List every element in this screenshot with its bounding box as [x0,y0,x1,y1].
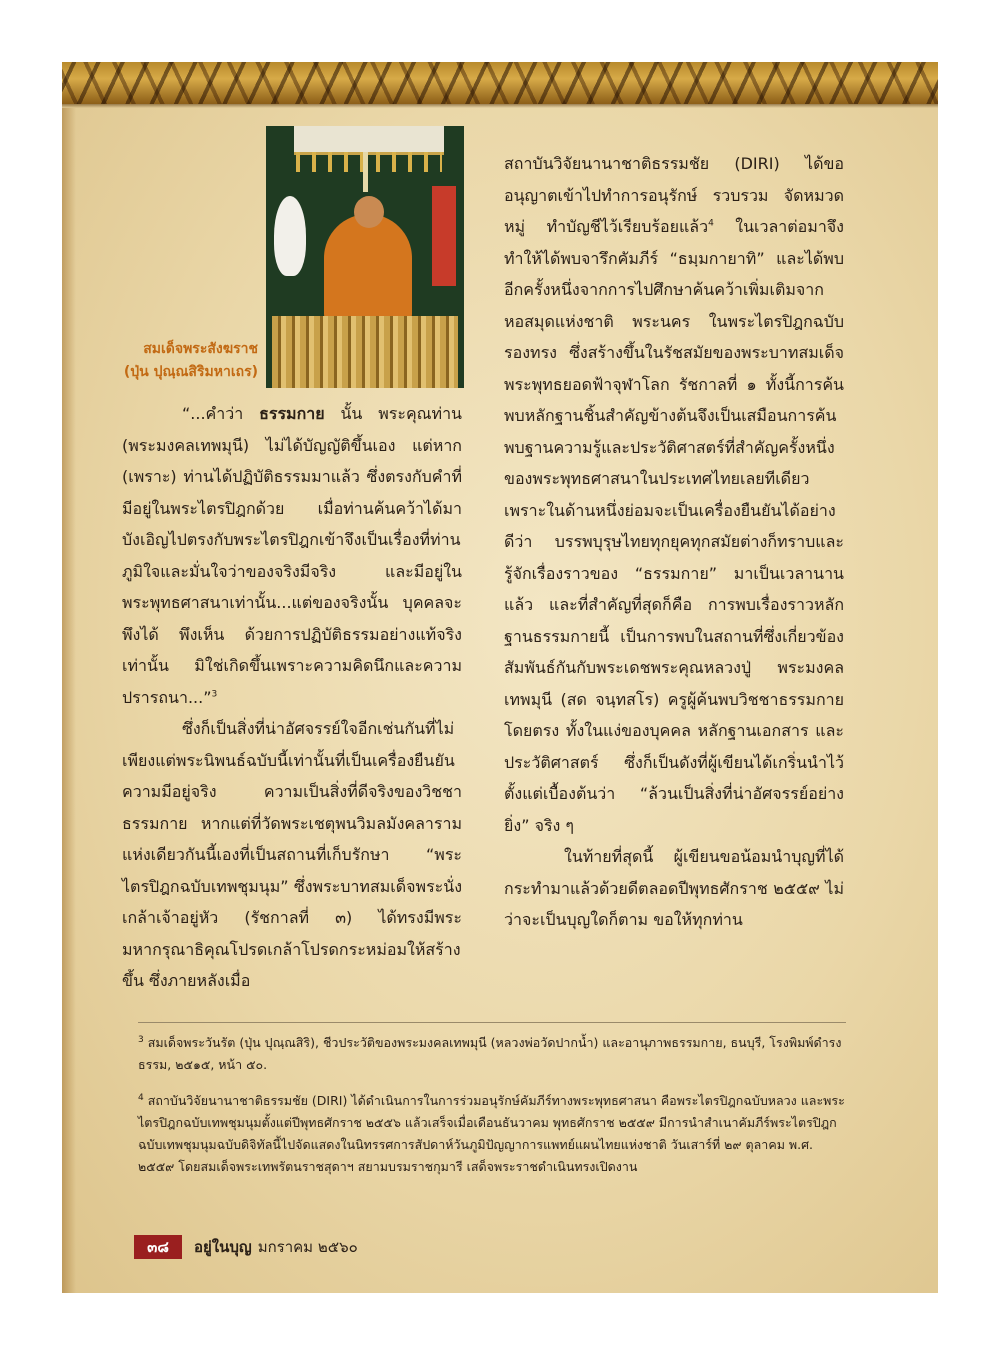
paragraph [504,148,844,841]
footer-issue [194,1235,358,1259]
photo-monk-robe [324,214,412,324]
photo-throne [272,316,458,388]
magazine-name: อยู่ในบุญ [194,1238,252,1256]
photo-canopy [294,126,444,155]
footnote-3 [138,1032,850,1076]
monk-photo [266,126,464,388]
footnote-text: สถาบันวิจัยนานาชาติธรรมชัย (DIRI) ได้ดำเนินการในการร่วมอนุรักษ์คัมภีร์ทางพระพุทธศาสนา คือพระไตรปิฎกฉบับหลวง และพระไตรปิฎกฉบับเทพชุมนุมตั้งแต่ปีพุทธศักราช ๒๕๕๖ แล้วเสร็จเมื่อเดือนธันวาคม พุทธศักราช ๒๕๕๙ มีการนำสำเนาคัมภีร์พระไตรปิฎกฉบับเทพชุมนุมฉบับดิจิทัลนี้ไปจัดแสดงในนิทรรศการสัปดาห์วันภูมิปัญญาการแพทย์แผนไทยแห่งชาติ วันเสาร์ที่ ๒๙ ตุลาคม พ.ศ. ๒๕๕๙ โดยสมเด็จพระเทพรัตนราชสุดาฯ สยามบรมราชกุมารี เสด็จพระราชดำเนินทรงเปิดงาน [138,1093,845,1174]
paragraph-text: ในเวลาต่อมาจึงทำให้ได้พบจารึกคัมภีร์ “ธมฺมกายาทิ” และได้พบอีกครั้งหนึ่งจากการไปศึกษาค้นคว้าเพิ่มเติมจากหอสมุดแห่งชาติ พระนคร ในพระไตรปิฎกฉบับรองทรง ซึ่งสร้างขึ้นในรัชสมัยของพระบาทสมเด็จพระพุทธยอดฟ้าจุฬาโลก รัชกาลที่ ๑ ทั้งนี้การค้นพบหลักฐานชิ้นสำคัญข้างต้นจึงเป็นเสมือนการค้นพบฐานความรู้และประวัติศาสตร์ที่สำคัญครั้งหนึ่งของพระพุทธศาสนาในประเทศไทยเลยทีเดียว เพราะในด้านหนึ่งย่อมจะเป็นเครื่องยืนยันได้อย่างดีว่า บรรพบุรุษไทยทุกยุคทุกสมัยต่างก็ทราบและรู้จักเรื่องราวของ “ธรรมกาย” มาเป็นเวลานานแล้ว และที่สำคัญที่สุดก็คือ การพบเรื่องราวหลักฐานธรรมกายนี้ เป็นการพบในสถานที่ซึ่งเกี่ยวข้องสัมพันธ์กันกับพระเดชพระคุณหลวงปู่ พระมงคลเทพมุนี (สด จนฺทสโร) ครูผู้ค้นพบวิชชาธรรมกายโดยตรง ทั้งในแง่ของบุคคล หลักฐานเอกสาร และประวัติศาสตร์ ซึ่งก็เป็นดังที่ผู้เขียนได้เกริ่นนำไว้ตั้งแต่เบื้องต้นว่า “ล้วนเป็นสิ่งที่น่าอัศจรรย์อย่างยิ่ง” จริง ๆ [504,217,844,835]
photo-monk-head [354,196,384,228]
photo-tassels [296,152,442,172]
footnote-4 [138,1090,850,1178]
footnote-divider [138,1022,846,1023]
ornamental-header-band [62,62,938,104]
footnote-text: สมเด็จพระวันรัต (ปุ่น ปุณฺณสิริ), ชีวประวัติของพระมงคลเทพมุนี (หลวงพ่อวัดปากน้ำ) และอานุภาพธรรมกาย, ธนบุรี, โรงพิมพ์ดำรงธรรม, ๒๕๑๕, หน้า ๕๐. [138,1035,842,1072]
photo-banner [432,186,456,286]
term-dhammakaya: ธรรมกาย [259,404,325,423]
paragraph-text: สถาบันวิจัยนานาชาติธรรมชัย (DIRI) ได้ขออนุญาตเข้าไปทำการอนุรักษ์ รวบรวม จัดหมวดหมู่ ทำบัญชีไว้เรียบร้อยแล้ว [504,154,844,236]
photo-caption [108,338,258,384]
paragraph [122,398,462,713]
page-number: ๓๘ [134,1235,182,1259]
quote-open: “...คำว่า [182,404,260,423]
footnote-number: 4 [138,1092,144,1103]
footnote-number: 3 [138,1034,144,1045]
caption-line-1: สมเด็จพระสังฆราช [143,341,258,357]
paragraph: ในท้ายที่สุดนี้ ผู้เขียนขอน้อมนำบุญที่ได้กระทำมาแล้วด้วยดีตลอดปีพุทธศักราช ๒๕๕๙ ไม่ว่าจะเป็นบุญใดก็ตาม ขอให้ทุกท่าน [504,847,844,929]
paragraph: ซึ่งก็เป็นสิ่งที่น่าอัศจรรย์ใจอีกเช่นกันที่ไม่เพียงแต่พระนิพนธ์ฉบับนี้เท่านั้นที่เป็นเครื่องยืนยันความมีอยู่จริง ความเป็นสิ่งที่ดีจริงของวิชชาธรรมกาย หากแต่ที่วัดพระเชตุพนวิมลมังคลารามแห่งเดียวกันนี้เองที่เป็นสถานที่เก็บรักษา “พระไตรปิฎกฉบับเทพชุมนุม” ซึ่งพระบาทสมเด็จพระนั่งเกล้าเจ้าอยู่หัว (รัชกาลที่ ๓) ได้ทรงมีพระมหากรุณาธิคุณโปรดเกล้าโปรดกระหม่อมให้สร้างขึ้น ซึ่งภายหลังเมื่อ [122,719,462,990]
header-band-shadow [62,104,938,108]
quote-text: นั้น พระคุณท่าน (พระมงคลเทพมุนี) ไม่ได้บัญญัติขึ้นเอง แต่หาก (เพราะ) ท่านได้ปฏิบัติธรรมมาแล้ว ซึ่งตรงกับคำที่มีอยู่ในพระไตรปิฎกด้วย เมื่อท่านค้นคว้าได้มาบังเอิญไปตรงกับพระไตรปิฎกเข้าจึงเป็นเรื่องที่ท่านภูมิใจและมั่นใจว่าของจริงมีจริง และมีอยู่ในพระพุทธศาสนาเท่านั้น...แต่ของจริงนั้น บุคคลจะพึงได้ พึงเห็น ด้วยการปฏิบัติธรรมอย่างแท้จริงเท่านั้น มิใช่เกิดขึ้นเพราะความคิดนึกและความปรารถนา...” [122,404,462,707]
photo-pole [363,152,368,192]
photo-lamp [274,196,306,276]
footnote-ref: 4 [708,218,714,229]
issue-date: มกราคม ๒๕๖๐ [257,1238,358,1256]
page-left-edge [62,108,76,1293]
text-column-left [122,398,462,997]
footnote-ref: 3 [211,689,218,700]
magazine-page [62,62,938,1293]
text-column-right [504,148,844,936]
caption-line-2: (ปุ่น ปุณฺณสิริมหาเถร) [123,364,258,380]
